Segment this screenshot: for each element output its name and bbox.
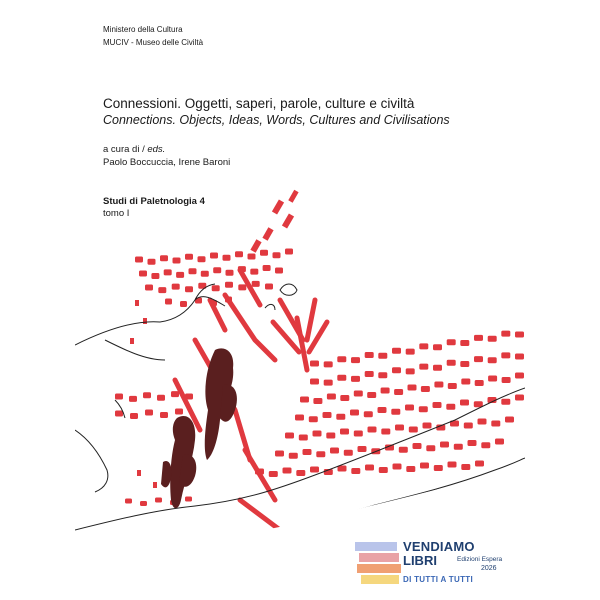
red-dot-mark [354,431,363,437]
red-dot-mark [434,382,443,388]
red-dot-mark [365,371,374,377]
red-dot-mark [160,255,168,261]
book-cover [75,0,525,600]
red-dot-mark [392,348,401,354]
red-dot-mark [265,284,273,290]
red-dot-mark [413,443,422,449]
red-dot-mark [336,414,345,420]
red-dot-mark [395,425,404,431]
red-dot-mark [324,361,333,367]
red-dot-mark [316,451,325,457]
rock-art-illustration [75,0,525,600]
red-dot-mark [440,442,449,448]
red-dot-mark [148,259,156,265]
red-dot-mark [393,464,402,470]
red-dot-mark [171,391,179,397]
red-dot-mark [125,499,132,504]
red-dot-mark [327,394,336,400]
red-dot-mark [378,353,387,359]
red-dot-mark [130,413,138,419]
red-dot-mark [364,411,373,417]
logo-publisher: Edizioni Espera [457,556,503,563]
red-dot-mark [433,365,442,371]
red-dot-mark [135,257,143,263]
red-dot-mark [408,385,417,391]
red-dot-mark [381,429,390,435]
institution-name: Ministero della Cultura [103,25,183,34]
red-dot-mark [378,372,387,378]
series-title: Studi di Paletnologia 4 [103,196,205,207]
red-dot-mark [505,417,514,423]
red-dot-mark [180,301,187,307]
red-dot-mark [475,380,484,386]
red-dot-mark [223,255,231,261]
red-dot-mark [275,451,284,457]
red-dot-mark [474,401,483,407]
red-dot-mark [283,468,292,474]
red-dot-mark [340,429,349,435]
red-dot-mark [323,412,332,418]
red-dot-mark [115,394,123,400]
red-dot-mark [269,471,278,477]
logo-year: 2026 [481,565,497,572]
red-dot-mark [160,412,168,418]
red-dot-mark [344,450,353,456]
red-dot-mark [275,268,283,274]
red-dot-mark [433,402,442,408]
red-dot-mark [213,267,221,273]
red-dot-mark [145,285,153,291]
red-dot-mark [173,258,181,264]
red-dot-mark [446,404,455,410]
red-dot-mark [378,407,387,413]
red-dot-mark [460,361,469,367]
red-dot-mark [351,376,360,382]
red-dot-mark [185,254,193,260]
red-dot-mark [391,409,400,415]
red-dot-mark [225,282,233,288]
red-dot-mark [491,421,500,427]
red-dot-mark [448,462,457,468]
red-dot-mark [358,446,367,452]
logo-tagline: DI TUTTI A TUTTI [403,575,473,584]
red-dot-mark [140,501,147,506]
logo-bar-pink [359,553,399,562]
red-dot-mark [367,392,376,398]
red-dot-mark [151,273,159,279]
book-title-english: Connections. Objects, Ideas, Words, Cultures and Civilisations [103,113,450,127]
red-dot-mark [426,445,435,451]
red-dot-mark [399,447,408,453]
red-dot-mark [310,361,319,367]
logo-bar-orange [357,564,401,573]
red-dot-mark [447,339,456,345]
red-dot-mark [351,468,360,474]
red-dot-mark [165,299,172,305]
red-dot-mark [300,397,309,403]
red-dot-mark [420,463,429,469]
red-dot-mark [201,271,209,277]
red-dot-mark [406,349,415,355]
red-dot-mark [474,356,483,362]
red-dot-mark [461,464,470,470]
red-dot-mark [155,498,162,503]
red-dot-mark [226,270,234,276]
red-dot-mark [460,340,469,346]
red-dot-mark [296,470,305,476]
red-dot-mark [303,449,312,455]
red-dot-mark [406,368,415,374]
red-dot-mark [381,388,390,394]
red-dot-mark [198,256,206,262]
red-dot-mark [158,287,166,293]
red-dot-mark [515,332,524,338]
editors-label [103,144,165,156]
red-dot-mark [379,467,388,473]
red-dot-mark [433,344,442,350]
red-dot-mark [454,444,463,450]
red-dot-mark [164,269,172,275]
red-dot-mark [488,357,497,363]
red-dot-mark [501,331,510,337]
red-dot-mark [326,433,335,439]
red-dot-mark [515,373,524,379]
red-dot-mark [419,343,428,349]
red-dot-mark [354,391,363,397]
red-dot-mark [273,252,281,258]
red-dot-mark [238,284,246,290]
red-dot-mark [285,433,294,439]
red-dot-mark [129,396,137,402]
red-dot-mark [468,440,477,446]
red-dot-mark [488,376,497,382]
red-dot-mark [421,386,430,392]
red-dot-mark [394,389,403,395]
red-dot-mark [337,356,346,362]
red-dot-mark [313,398,322,404]
red-dot-mark [115,411,123,417]
museum-name: MUCIV - Museo delle Civiltà [103,38,204,47]
red-dot-mark [185,497,192,502]
red-dot-mark [515,395,524,401]
red-dot-mark [495,439,504,445]
red-dot-mark [460,400,469,406]
volume-label: tomo I [103,208,130,219]
red-dot-mark [310,379,319,385]
red-dot-mark [423,423,432,429]
red-dot-mark [285,249,293,255]
red-dot-mark [434,465,443,471]
red-dot-mark [337,375,346,381]
red-dot-mark [250,269,258,275]
red-dot-mark [365,465,374,471]
red-dot-mark [139,271,147,277]
red-dot-mark [324,380,333,386]
book-title-italian: Connessioni. Oggetti, saperi, parole, culture e civiltà [103,96,415,111]
red-dot-mark [313,431,322,437]
red-dot-mark [350,410,359,416]
red-dot-mark [448,383,457,389]
editors-label-eds: eds. [147,144,166,155]
red-dot-mark [189,268,197,274]
red-dot-mark [464,423,473,429]
red-dot-mark [289,453,298,459]
logo-line1: VENDIAMO [403,539,475,554]
red-dot-mark [475,461,484,467]
red-dot-mark [235,251,243,257]
red-dot-mark [252,281,260,287]
publisher-logo [355,530,515,592]
editors-names: Paolo Boccuccia, Irene Baroni [103,157,231,168]
red-dot-mark [340,395,349,401]
red-dot-mark [248,254,256,260]
red-dot-mark [392,367,401,373]
red-dot-mark [143,392,151,398]
red-dot-mark [309,416,318,422]
red-dot-mark [478,419,487,425]
red-dot-mark [481,442,490,448]
logo-line2: LIBRI [403,553,437,568]
red-dot-mark [212,285,220,291]
red-dot-mark [330,448,339,454]
red-dot-mark [501,399,510,405]
red-dot-mark [310,467,319,473]
red-dot-mark [299,435,308,441]
red-dot-mark [172,284,180,290]
red-dot-mark [210,253,218,259]
red-dot-mark [502,377,511,383]
red-dot-mark [419,364,428,370]
red-dot-mark [260,250,268,256]
red-dot-mark [474,335,483,341]
red-dot-mark [409,427,418,433]
editors-label-prefix: a cura di / [103,144,148,155]
red-dot-mark [405,405,414,411]
red-dot-mark [365,352,374,358]
red-dot-mark [419,406,428,412]
red-dot-mark [368,427,377,433]
red-dot-mark [447,360,456,366]
red-dot-mark [351,357,360,363]
red-dot-mark [406,466,415,472]
red-dot-mark [185,286,193,292]
logo-bar-blue [355,542,397,551]
red-dot-mark [501,352,510,358]
red-dot-mark [488,336,497,342]
red-dot-mark [515,354,524,360]
red-dot-mark [295,415,304,421]
red-dot-mark [263,265,271,271]
red-dot-mark [461,379,470,385]
logo-bar-yellow [361,575,399,584]
red-dot-mark [157,395,165,401]
red-dot-mark [175,409,183,415]
red-dot-mark [145,410,153,416]
red-dot-mark [176,272,184,278]
